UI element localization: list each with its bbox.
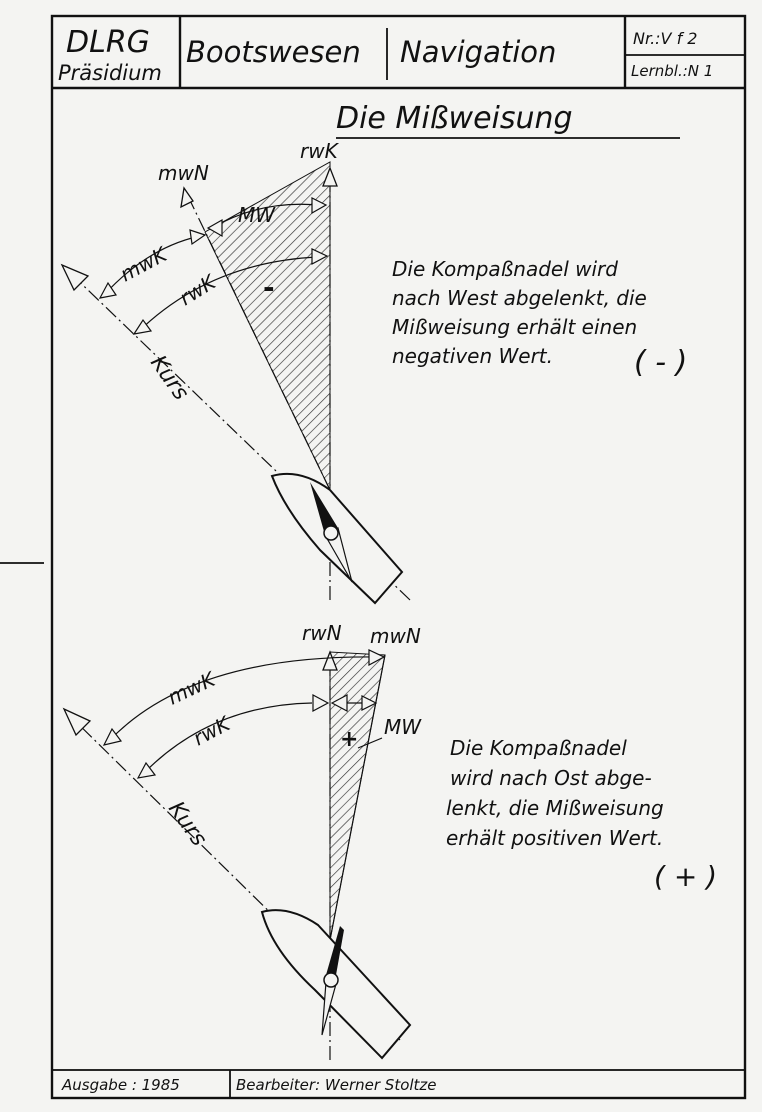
label-rwk-top: rwK <box>300 139 338 163</box>
page-border <box>52 16 745 1098</box>
label-mw-top: MW <box>238 203 276 227</box>
explanation-top-line-4: negativen Wert. <box>392 344 554 368</box>
org-subtitle: Präsidium <box>58 61 162 85</box>
explanation-top-line-2: nach West abgelenkt, die <box>392 286 647 310</box>
label-mwk-bottom: mwK <box>163 667 219 710</box>
label-rwn-bottom: rwN <box>302 621 342 645</box>
label-kurs-top: Kurs <box>145 351 194 406</box>
edition-label: Ausgabe : 1985 <box>62 1076 180 1094</box>
explanation-bottom-line-2: wird nach Ost abge- <box>450 766 652 790</box>
footer <box>52 1070 745 1098</box>
label-sign-bottom: + <box>340 727 359 752</box>
sheet-number: Nr.:V f 2 <box>633 29 698 48</box>
page-title: Die Mißweisung <box>336 101 573 136</box>
label-kurs-bottom: Kurs <box>163 797 212 852</box>
label-mwn-bottom: mwN <box>370 624 421 648</box>
label-rwk-arc-top: rwK <box>174 269 220 311</box>
explanation-bottom-line-3: lenkt, die Mißweisung <box>446 796 664 820</box>
header <box>52 16 745 88</box>
explanation-bottom-line-1: Die Kompaßnadel <box>450 736 627 760</box>
subject-title: Bootswesen <box>186 35 361 69</box>
topic-title: Navigation <box>400 35 557 69</box>
compass-pivot-top <box>324 526 338 540</box>
label-rwk-bottom: rwK <box>189 711 234 751</box>
label-mw-bottom: MW <box>384 715 422 739</box>
course-arrowhead-top <box>62 265 88 290</box>
explanation-bottom-line-4: erhält positiven Wert. <box>446 826 664 850</box>
diagram-bottom <box>64 621 717 1060</box>
rwk-arc-bottom <box>142 703 312 775</box>
explanation-top-line-3: Mißweisung erhält einen <box>392 315 638 339</box>
label-mwn-top: mwN <box>158 161 209 185</box>
label-sign-top: - <box>263 271 275 304</box>
explanation-top-line-1: Die Kompaßnadel wird <box>392 257 618 281</box>
lesson-number: Lernbl.:N 1 <box>631 62 714 80</box>
label-mwk-top: mwK <box>116 242 171 287</box>
sign-symbol-top: ( - ) <box>634 345 688 380</box>
org-name: DLRG <box>66 25 150 60</box>
compass-pivot-bottom <box>324 973 338 987</box>
author-label: Bearbeiter: Werner Stoltze <box>236 1076 437 1094</box>
diagram-top <box>62 139 687 603</box>
sign-symbol-bottom: ( + ) <box>654 860 718 893</box>
